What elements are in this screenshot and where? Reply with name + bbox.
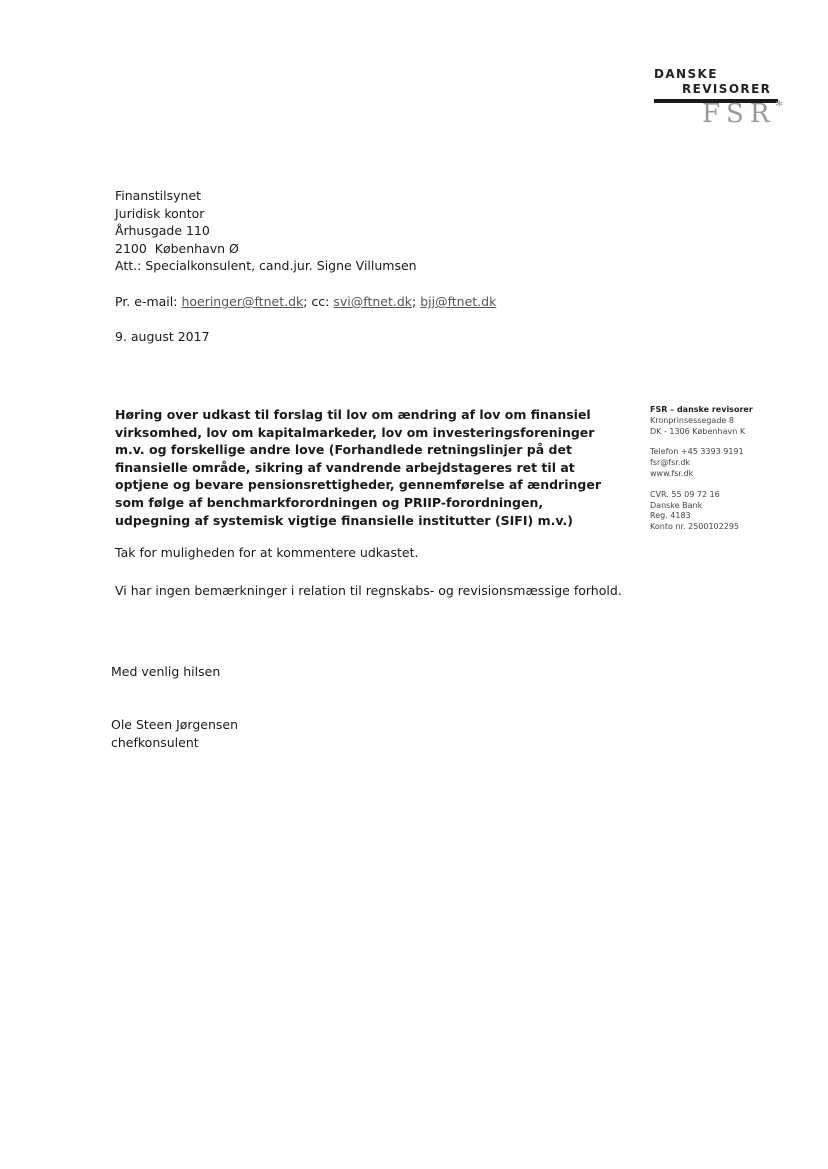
letter-subject: Høring over udkast til forslag til lov om ændring af lov om finansiel virksomhed, lov om kapitalmarkeder, lov om investeringsforeninger m.v. og forskellige andre love (Forhandlede retningslinjer på det finansielle område, sikring af vandrende arbejdstageres ret til at optjene og bevare pensionsrettigheder, gennemførelse af ændringer som følge af benchmarkforordningen og PRIIP-forordningen, udpegning af systemisk vigtige finansielle institutter (SIFI) m.v.) (115, 407, 601, 528)
sender-reg: Reg. 4183 (650, 511, 691, 521)
body-paragraph-1: Tak for muligheden for at kommentere udkastet. (115, 545, 419, 560)
recipient-org: Finanstilsynet (115, 188, 202, 203)
email-sep-cc: ; cc: (303, 294, 334, 309)
recipient-dept: Juridisk kontor (115, 205, 205, 221)
logo-star: * (775, 97, 783, 115)
email-cc2-link[interactable]: bjj@ftnet.dk (420, 294, 497, 309)
sender-address-2: DK - 1306 København K (650, 426, 746, 436)
body-paragraph-2: Vi har ingen bemærkninger i relation til regnskabs- og revisionsmæssige forhold. (115, 583, 622, 598)
email-cc1-link[interactable]: svi@ftnet.dk (333, 294, 413, 309)
fsr-logo-mark (702, 99, 783, 129)
sender-address-1: Kronprinsessegade 8 (650, 415, 734, 425)
email-sep: ; (412, 294, 421, 309)
email-to-link[interactable]: hoeringer@ftnet.dk (181, 294, 304, 309)
sender-web: www.fsr.dk (650, 468, 694, 478)
email-prefix: Pr. e-mail: (115, 294, 182, 309)
signature-block (111, 716, 238, 752)
logo-text-revisorer: REVISORER (682, 82, 772, 96)
letter-date: 9. august 2017 (115, 329, 210, 344)
logo-mark-text: FSR (702, 99, 776, 129)
sender-account: Konto nr. 2500102295 (650, 522, 739, 532)
sender-email: fsr@fsr.dk (650, 458, 691, 468)
sender-phone: Telefon +45 3393 9191 (650, 447, 744, 457)
sender-bank: Danske Bank (650, 500, 703, 510)
recipient-street: Århusgade 110 (115, 223, 210, 239)
recipient-att: Att.: Specialkonsulent, cand.jur. Signe Villumsen (115, 258, 417, 274)
email-line (115, 294, 496, 309)
sender-contact-block (650, 405, 780, 533)
logo-text-danske: DANSKE (654, 67, 718, 81)
closing-greeting: Med venlig hilsen (111, 664, 221, 679)
recipient-city: 2100 København Ø (115, 240, 239, 256)
recipient-address (115, 187, 417, 275)
sender-cvr: CVR. 55 09 72 16 (650, 489, 720, 499)
signer-title: chefkonsulent (111, 735, 199, 750)
signer-name: Ole Steen Jørgensen (111, 717, 239, 732)
sender-org: FSR – danske revisorer (650, 405, 753, 414)
